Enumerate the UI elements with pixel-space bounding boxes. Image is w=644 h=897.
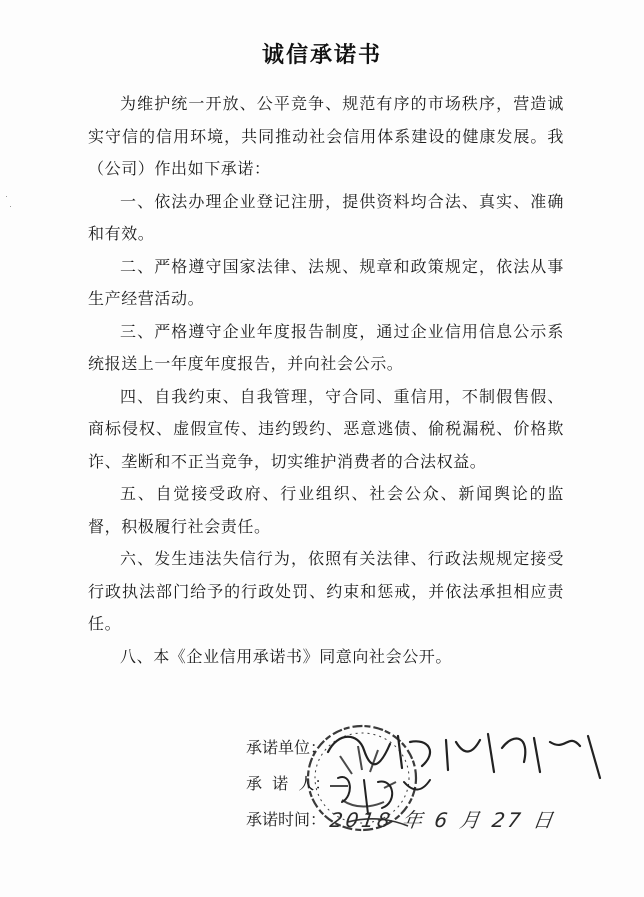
- signature-unit-row: [246, 730, 556, 766]
- document-body: [88, 88, 564, 673]
- signature-person-row: [246, 766, 556, 802]
- commitment-item-8: 八、本《企业信用承诺书》同意向社会公开。: [120, 646, 453, 666]
- commitment-item-4: 四、自我约束、自我管理，守合同、重信用，不制假售假、商标侵权、虚假宣传、违约毁约、恶意逃债、偷税漏税、价格欺诈、垄断和不正当竞争，切实维护消费者的合法权益。: [88, 386, 564, 471]
- time-value: 2018 年 6 月 27 日: [328, 808, 558, 832]
- commitment-item-5: 五、自觉接受政府、行业组织、社会公众、新闻舆论的监督，积极履行社会责任。: [88, 484, 564, 536]
- unit-label: 承诺单位：: [246, 738, 327, 757]
- scan-speck: [6, 196, 7, 197]
- commitment-item-2: 二、严格遵守国家法律、法规、规章和政策规定，依法从事生产经营活动。: [88, 256, 564, 308]
- signature-block: [246, 730, 556, 838]
- document-title: 诚信承诺书: [261, 43, 382, 68]
- signature-time-row: [246, 802, 556, 838]
- commitment-item-3: 三、严格遵守企业年度报告制度，通过企业信用信息公示系统报送上一年度年度报告，并向社会公示。: [88, 321, 564, 373]
- scan-speck: [10, 206, 11, 207]
- commitment-item-6: 六、发生违法失信行为，依照有关法律、行政法规规定接受行政执法部门给予的行政处罚、约束和惩戒，并依法承担相应责任。: [88, 549, 564, 633]
- intro-paragraph: 为维护统一开放、公平竞争、规范有序的市场秩序，营造诚实守信的信用环境，共同推动社会信用体系建设的健康发展。我（公司）作出如下承诺：: [88, 94, 564, 178]
- time-label: 承诺时间：: [246, 810, 327, 829]
- commitment-item-1: 一、依法办理企业登记注册，提供资料均合法、真实、准确和有效。: [88, 191, 564, 243]
- person-label: 承 诺 人：: [246, 774, 331, 793]
